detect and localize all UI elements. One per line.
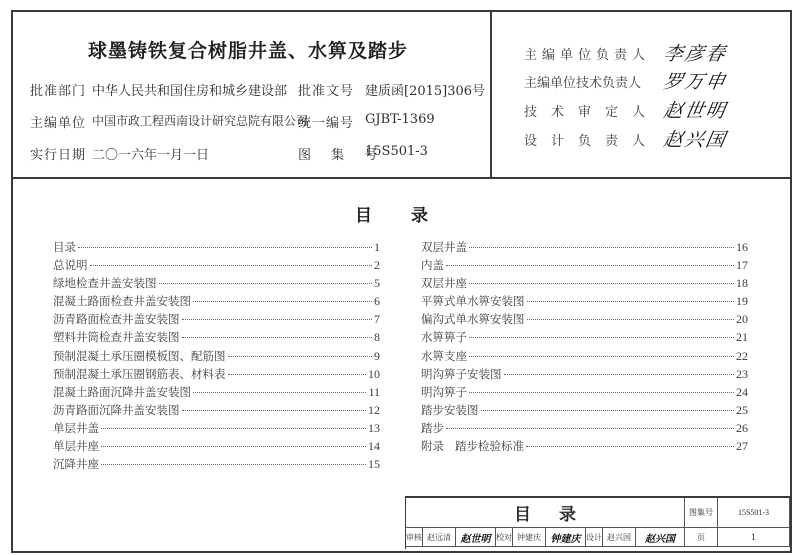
toc-item-page: 9 [374,348,380,363]
toc-item [421,275,748,293]
signatory-row [524,129,729,151]
toc-item [421,293,748,311]
toc-leader-dots [101,464,366,465]
title-block-name: 审核 [406,528,423,547]
signatory-row [524,71,729,93]
signature: 赵兴国 [661,129,729,151]
toc-column-right [421,239,748,456]
toc-item-page: 17 [736,258,748,273]
toc-leader-dots [527,319,735,320]
signatory-role: 主编单位技术负责人 [524,76,642,91]
toc-item [421,366,748,384]
toc-leader-dots [469,356,734,357]
toc-item [53,456,380,474]
toc-leader-dots [182,337,373,338]
toc-item-label: 预制混凝土承压圈钢筋表、材料表 [53,366,226,381]
toc-item [53,329,380,347]
toc-item [421,311,748,329]
toc-item-page: 19 [736,294,748,309]
toc-item-page: 27 [736,439,748,454]
title-block-name: 钟建庆 [513,528,546,547]
toc-item-label: 偏沟式单水箅安装图 [421,312,525,327]
toc-item [421,384,748,402]
toc-item-label: 单层井盖 [53,420,99,435]
toc-column-left [53,239,380,474]
toc-item [53,420,380,438]
meta-label: 统一编号 [298,116,355,131]
toc-item-page: 12 [368,402,380,417]
atlas-number-label: 图集号 [685,498,718,528]
toc-item-page: 2 [374,258,380,273]
toc-item-page: 5 [374,276,380,291]
header-divider [11,177,790,179]
meta-label: 主编单位 [30,116,87,131]
page-label: 页 [685,528,718,547]
toc-item-page: 10 [368,366,380,381]
toc-item [421,329,748,347]
toc-item-page: 16 [736,240,748,254]
toc-item-label: 双层井盖 [421,240,467,254]
title-block-name: 赵远清 [423,528,456,547]
toc-item-page: 24 [736,384,748,399]
title-block [405,496,790,549]
meta-label: 图 集 号 [298,148,386,163]
toc-item-label: 混凝土路面检查井盖安装图 [53,294,191,309]
title-block-signature: 钟建庆 [546,528,586,547]
toc-item-page: 8 [374,330,380,345]
toc-item-label: 预制混凝土承压圈模板图、配筋图 [53,348,226,363]
toc-item [53,384,380,402]
toc-item [53,275,380,293]
page-number: 1 [718,528,790,547]
toc-item [53,293,380,311]
toc-leader-dots [193,301,372,302]
toc-item-label: 双层井座 [421,276,467,291]
toc-item-label: 沥青路面检查井盖安装图 [53,312,180,327]
atlas-number-value: 15S501-3 [718,498,790,528]
toc-item-page: 1 [374,240,380,254]
signatory-row [524,43,729,65]
toc-item-page: 11 [368,384,380,399]
meta-value: 中国市政工程西南设计研究总院有限公司 [92,114,309,128]
toc-leader-dots [101,446,366,447]
toc-item-page: 21 [736,330,748,345]
toc-item-label: 沥青路面沉降井盖安装图 [53,402,180,417]
toc-title-char: 录 [411,206,428,226]
toc-item-label: 明沟箅子 [421,384,467,399]
toc-leader-dots [159,283,373,284]
toc-leader-dots [481,410,735,411]
toc-leader-dots [101,428,366,429]
title-block-signature: 赵世明 [456,528,496,547]
toc-item-page: 15 [368,457,380,472]
toc-item [53,366,380,384]
toc-leader-dots [469,392,734,393]
toc-item-label: 绿地检查井盖安装图 [53,276,157,291]
toc-item-page: 18 [736,276,748,291]
toc-item-label: 单层井座 [53,439,99,454]
toc-leader-dots [469,337,734,338]
title-block-name: 设计 [586,528,603,547]
toc-item [53,239,380,257]
toc-item-label: 明沟箅子安装图 [421,366,502,381]
toc-item-label: 塑料井筒检查井盖安装图 [53,330,180,345]
toc-item [421,348,748,366]
toc-item-label: 踏步 [421,420,444,435]
meta-label: 批准文号 [298,84,355,99]
toc-item-label: 目录 [53,240,76,254]
signature: 李彦春 [661,43,729,65]
meta-value: 建质函[2015]306号 [365,84,486,99]
title-block-title: 目录 [406,498,685,528]
toc-leader-dots [446,428,734,429]
toc-item-page: 14 [368,439,380,454]
toc-item-label: 水箅支座 [421,348,467,363]
signatory-role: 设计负责人 [524,134,660,149]
toc-leader-dots [469,283,734,284]
meta-label: 批准部门 [30,84,87,99]
atlas-title: 球墨铸铁复合树脂井盖、水箅及踏步 [88,40,409,62]
toc-item-label: 沉降井座 [53,457,99,472]
toc-item-page: 6 [374,294,380,309]
title-block-name: 校对 [496,528,513,547]
signature: 罗万申 [661,71,729,93]
toc-item-label: 踏步安装图 [421,402,479,417]
header-vertical-divider [490,10,492,178]
toc-item [53,348,380,366]
toc-item-label: 内盖 [421,258,444,273]
toc-item [421,402,748,420]
toc-item [53,257,380,275]
meta-value: 二〇一六年一月一日 [92,148,210,163]
meta-value: GJBT-1369 [365,112,435,127]
title-block-signature: 赵兴国 [636,528,685,547]
signatory-row [524,100,729,122]
meta-label: 实行日期 [30,148,87,163]
toc-leader-dots [469,247,734,248]
toc-item-page: 26 [736,420,748,435]
toc-item-page: 25 [736,402,748,417]
signature: 赵世明 [661,100,729,122]
meta-value: 15S501-3 [365,144,428,159]
toc-leader-dots [526,446,734,447]
toc-item [421,438,748,456]
toc-leader-dots [193,392,366,393]
signatory-role: 主编单位负责人 [524,48,651,63]
toc-item [53,311,380,329]
toc-item-page: 23 [736,366,748,381]
toc-item-label: 附录 踏步检验标准 [421,439,524,454]
toc-item-label: 总说明 [53,258,88,273]
toc-item [53,402,380,420]
toc-leader-dots [446,265,734,266]
toc-item [421,239,748,257]
toc-item [421,257,748,275]
toc-item-label: 水箅箅子 [421,330,467,345]
signatory-role: 技术审定人 [524,105,660,120]
toc-item [421,420,748,438]
toc-item-label: 混凝土路面沉降井盖安装图 [53,384,191,399]
toc-item-label: 平箅式单水箅安装图 [421,294,525,309]
toc-item [53,438,380,456]
toc-leader-dots [228,374,367,375]
toc-item-page: 22 [736,348,748,363]
toc-item-page: 13 [368,420,380,435]
toc-item-page: 20 [736,312,748,327]
toc-leader-dots [182,410,367,411]
toc-title-char: 目 [355,206,372,226]
toc-leader-dots [504,374,735,375]
toc-leader-dots [78,247,372,248]
title-block-name: 赵兴国 [603,528,636,547]
toc-leader-dots [90,265,373,266]
toc-leader-dots [182,319,373,320]
toc-leader-dots [527,301,735,302]
meta-value: 中华人民共和国住房和城乡建设部 [92,84,288,99]
toc-leader-dots [228,356,373,357]
toc-item-page: 7 [374,312,380,327]
